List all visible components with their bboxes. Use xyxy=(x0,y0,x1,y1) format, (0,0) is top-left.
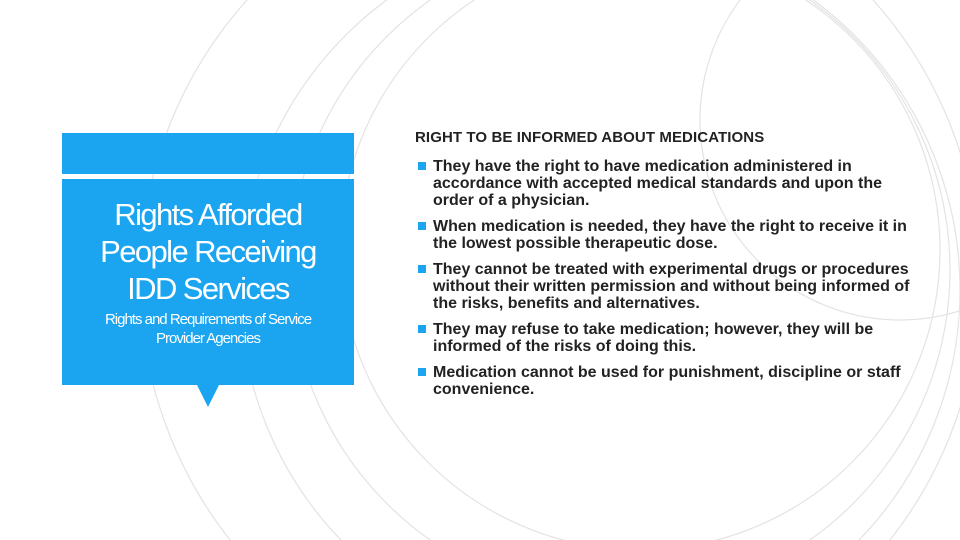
bullet-square-icon xyxy=(418,265,426,273)
bullet-text: When medication is needed, they have the right to receive it in the lowest possible therapeutic dose. xyxy=(433,218,907,252)
slide-title: Rights Afforded People Receiving IDD Services xyxy=(100,197,316,306)
title-panel xyxy=(62,179,354,385)
list-item xyxy=(415,218,915,252)
list-item xyxy=(415,158,915,209)
bullet-text: Medication cannot be used for punishment, discipline or staff convenience. xyxy=(433,364,901,398)
section-heading: RIGHT TO BE INFORMED ABOUT MEDICATIONS xyxy=(415,129,765,146)
list-item xyxy=(415,364,915,398)
bullet-text: They cannot be treated with experimental drugs or procedures without their written permission and without being informed of the risks, benefits and alternatives. xyxy=(433,261,910,312)
bullet-text: They have the right to have medication administered in accordance with accepted medical standards and upon the order of a physician. xyxy=(433,158,883,209)
accent-strip xyxy=(62,133,354,174)
bullet-text: They may refuse to take medication; however, they will be informed of the risks of doing this. xyxy=(433,321,874,355)
bullet-square-icon xyxy=(418,368,426,376)
list-item xyxy=(415,261,915,312)
bullet-square-icon xyxy=(418,222,426,230)
bullet-square-icon xyxy=(418,325,426,333)
slide-subtitle: Rights and Requirements of Service Provider Agencies xyxy=(104,311,312,347)
bullet-square-icon xyxy=(418,162,426,170)
panel-pointer xyxy=(197,385,219,407)
bullet-list xyxy=(415,158,915,398)
list-item xyxy=(415,321,915,355)
content-area xyxy=(415,128,915,398)
